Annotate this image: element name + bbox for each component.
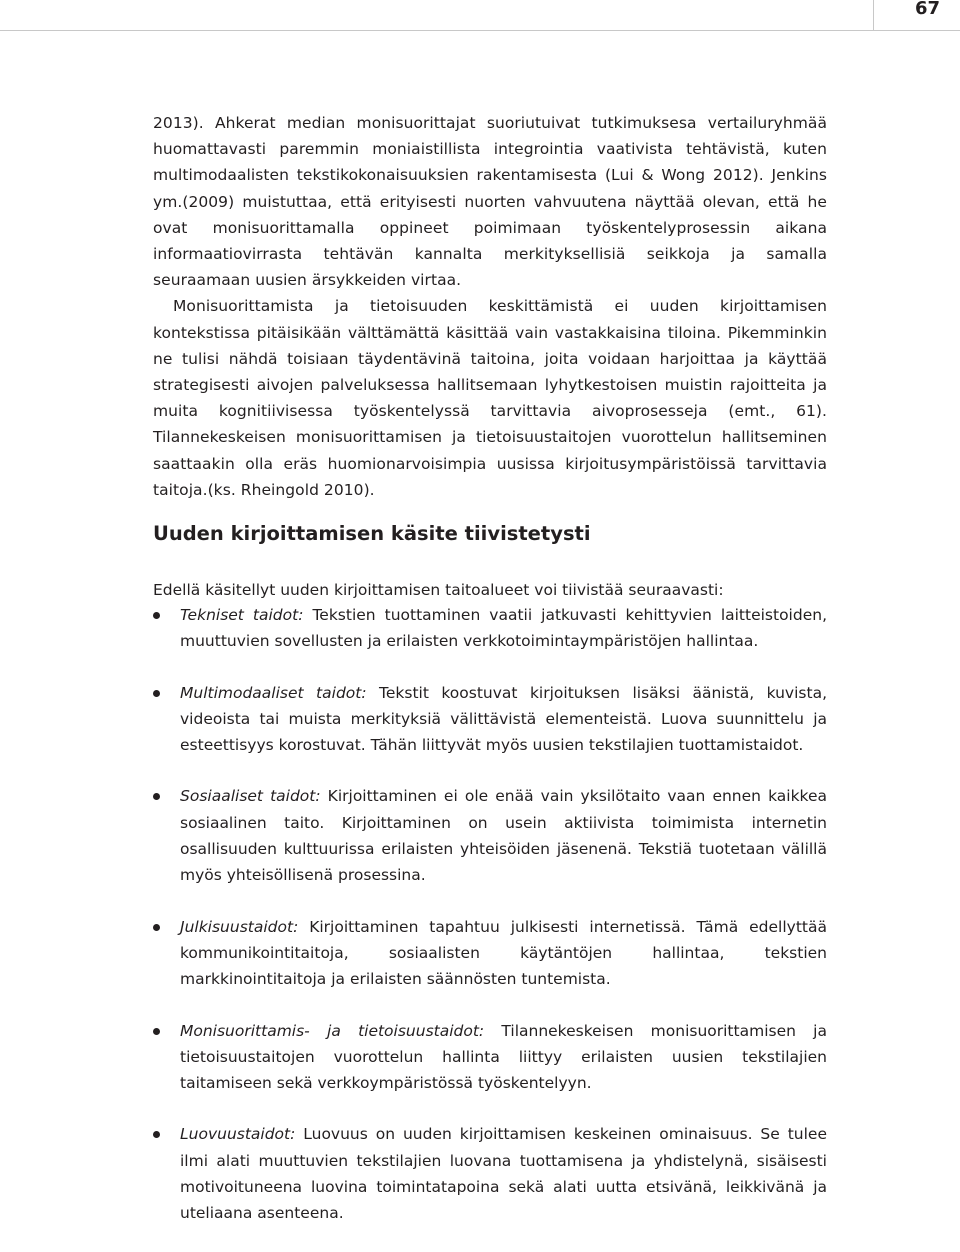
list-item: [153, 680, 827, 759]
skill-description: Luovuus on uuden kirjoittamisen keskeinen ominaisuus. Se tulee ilmi alati muuttuvien tekstilajien luovana tuottamisena ja yhdistelynä, sisäisesti motivoituneena luovina toimintatapoina sekä alati uutta etsivänä, leikkivänä ja uteliaana asenteena.: [180, 1125, 827, 1223]
skills-list: [153, 602, 827, 1252]
skill-term: Tekniset taidot:: [180, 606, 304, 624]
skill-term: Julkisuustaidot:: [180, 917, 299, 936]
page-number-box: [873, 0, 960, 30]
skill-description: Tilannekeskeisen monisuorittamisen ja tietoisuustaitojen vuorottelun hallinta liittyy erilaisten uusien tekstilajien taitamiseen sekä verkkoympäristössä työskentelyyn.: [180, 1021, 827, 1093]
skill-description: Tekstit koostuvat kirjoituksen lisäksi äänistä, kuvista, videoista tai muista merkityksiä välittävistä elementeistä. Luova suunnittelu ja esteettisyys korostuvat. Tähän liittyvät myös uusien tekstilajien tuottamistaidot.: [180, 683, 827, 755]
bullet-icon: [153, 690, 160, 697]
skill-description: Kirjoittaminen tapahtuu julkisesti internetissä. Tämä edellyttää kommunikointitaitoja, sosiaalisten käytäntöjen hallintaa, tekstien markkinointitaitoja ja erilaisten säännösten tuntemista.: [180, 917, 827, 989]
list-item: [153, 1018, 827, 1097]
bullet-icon: [153, 924, 160, 931]
section-intro: Edellä käsitellyt uuden kirjoittamisen taitoalueet voi tiivistää seuraavasti:: [153, 581, 724, 599]
bullet-icon: [153, 793, 160, 800]
list-item: [153, 602, 827, 655]
bullet-icon: [153, 612, 160, 619]
skill-term: Monisuorittamis- ja tietoisuustaidot:: [180, 1021, 485, 1040]
skill-term: Multimodaaliset taidot:: [180, 683, 367, 702]
section-heading: Uuden kirjoittamisen käsite tiivistetysti: [153, 522, 591, 545]
page-header: [0, 0, 960, 30]
list-item: [153, 783, 827, 888]
skill-description: Tekstien tuottaminen vaatii jatkuvasti kehittyvien laitteistoiden, muuttuvien sovellusten ja erilaisten verkkotoimintaympäristöjen hallintaa.: [180, 606, 827, 651]
header-rule: [0, 0, 960, 31]
list-item: [153, 1121, 827, 1226]
paragraph-1: 2013). Ahkerat median monisuorittajat suoriutuivat tutkimuksesa vertailuryhmää huomattavasti paremmin moniaistillista integrointia vaativista tehtävistä, kuten multimodaalisten tekstikokonaisuuksien rakentamisesta (Lui & Wong 2012). Jenkins ym.(2009) muistuttaa, että erityisesti nuorten vahvuutena näyttää olevan, että he ovat monisuorittamalla oppineet poimimaan työskentelyprosessin aikana informaatiovirrasta tehtävän kannalta merkityksellisiä seikkoja ja samalla seuraamaan uusien ärsykkeiden virtaa.: [153, 114, 827, 290]
body-text: [153, 110, 827, 503]
bullet-icon: [153, 1131, 160, 1138]
skill-term: Sosiaaliset taidot:: [180, 787, 321, 806]
list-item: [153, 914, 827, 993]
page-number: 67: [914, 0, 940, 19]
skill-term: Luovuustaidot:: [180, 1125, 296, 1144]
skill-description: Kirjoittaminen ei ole enää vain yksilötaito vaan ennen kaikkea sosiaalinen taito. Kirjoittaminen on usein aktiivista toimimista internetin osallisuuden kulttuurissa erilaisten yhteisöiden jäsenenä. Tekstiä tuotetaan välillä myös yhteisöllisenä prosessina.: [180, 787, 828, 885]
bullet-icon: [153, 1028, 160, 1035]
paragraph-2: Monisuorittamista ja tietoisuuden keskittämistä ei uuden kirjoittamisen kontekstissa pitäisikään välttämättä käsittää vain vastakkaisina tiloina. Pikemminkin ne tulisi nähdä toisiaan täydentävinä taitoina, joita voidaan harjoittaa ja käyttää strategisesti aivojen palveluksessa hallitsemaan lyhytkestoisen muistin rajoitteita ja muita kognitiivisessa työskentelyssä tarvittavia aivoprosesseja (emt., 61). Tilannekeskeisen monisuorittamisen ja tietoisuustaitojen vuorottelun hallitseminen saattaakin olla eräs huomionarvoisimpia uusissa kirjoitusympäristöissä tarvittavia taitoja.(ks. Rheingold 2010).: [153, 297, 827, 499]
